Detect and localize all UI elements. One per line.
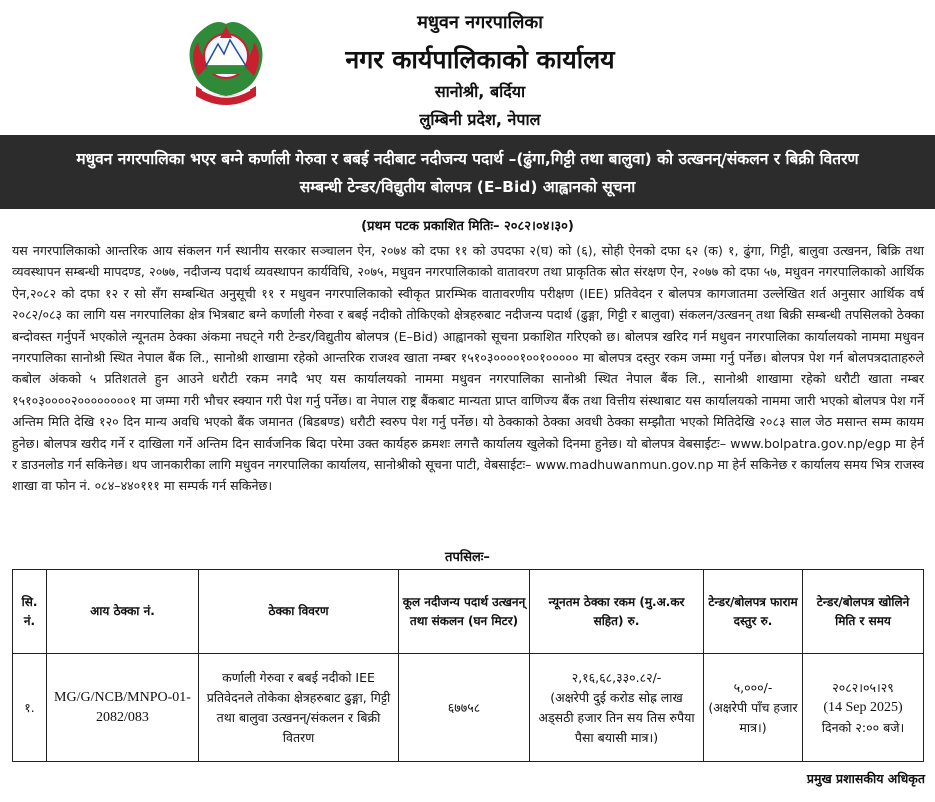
cell-sn: १.	[13, 654, 47, 762]
amount-words: (अक्षरेपी दुई करोड सोह्र लाख अड्सठी हजार तिन सय तिस रुपैया पैसा बयासी मात्र।)	[538, 689, 695, 745]
cell-opening	[803, 654, 924, 762]
notice-title-banner	[0, 135, 935, 209]
province-line: लुम्बिनी प्रदेश, नेपाल	[419, 110, 541, 129]
notice-title-line1: मधुवन नगरपालिका भएर बग्ने कर्णाली गेरुवा र बबई नदीबाट नदीजन्य पदार्थ –(ढुंगा,गिट्टी तथा बालुवा) को उत्खनन्/संकलन र बिक्री वितरण	[76, 150, 859, 168]
table-row	[13, 654, 924, 762]
office-name: नगर कार्यपालिकाको कार्यालय	[345, 45, 615, 74]
notice-title-line2: सम्बन्धी टेन्डर/विद्युतीय बोलपत्र (E–Bid) आह्वानको सूचना	[299, 178, 636, 196]
header-fee: टेन्डर/बोलपत्र फाराम दस्तुर रु.	[704, 570, 803, 654]
header-description: ठेक्का विवरण	[199, 570, 399, 654]
nepal-emblem-icon	[176, 16, 276, 112]
fee-figure: ५,०००/-	[733, 679, 773, 695]
cell-code: MG/G/NCB/MNPO-01-2082/083	[47, 654, 199, 762]
table-header-row	[13, 570, 924, 654]
opening-time: दिनको २:०० बजे।	[821, 719, 905, 735]
header-opening: टेन्डर/बोलपत्र खोलिने मिति र समय	[803, 570, 924, 654]
schedule-heading: तपसिलः–	[445, 550, 490, 565]
header-quantity: कूल नदीजन्य पदार्थ उत्खनन् तथा संकलन (घन मिटर)	[399, 570, 530, 654]
office-location: सानोश्री, बर्दिया	[434, 82, 526, 101]
header-sn: सि. नं.	[13, 570, 47, 654]
header-amount: न्यूनतम ठेक्का रकम (मु.अ.कर सहित) रु.	[530, 570, 704, 654]
letterhead	[0, 0, 935, 135]
fee-words: (अक्षरेपी पाँच हजार मात्र।)	[708, 699, 798, 735]
signatory-title: प्रमुख प्रशासकीय अधिकृत	[806, 771, 925, 786]
tender-table	[12, 569, 924, 762]
opening-date: २०८२।०५।२९	[832, 679, 894, 695]
notice-body: यस नगरपालिकाको आन्तरिक आय संकलन गर्न स्थानीय सरकार सञ्चालन ऐन, २०७४ को दफा ११ को उपदफा २(घ) को (६), सोही ऐनको दफा ६२ (क) १, ढुंगा, गिट्टी, बालुवा उत्खनन, बिक्रि तथा व्यवस्थापन सम्बन्धी मापदण्ड, २०७७, नदीजन्य पदार्थ व्यवस्थापन कार्यविधि, २०७५, मधुवन नगरपालिकाको वातावरण तथा प्राकृतिक स्रोत संरक्षण ऐन, २०७७ को दफा ५७, मधुवन नगरपालिकाको आर्थिक ऐन,२०८२ को दफा १२ र सो सँग सम्बन्धित अनुसूची ११ र मधुवन नगरपालिकाको स्वीकृत प्रारम्भिक वातावरणीय परीक्षण (IEE) प्रतिवेदन र बोलपत्र कागजातमा उल्लेखित शर्त अनुसार आर्थिक वर्ष २०८२/०८३ का लागि यस नगरपालिका क्षेत्र भित्रबाट बग्ने कर्णाली गेरुवा र बबई नदीको तोकिएको क्षेत्रहरुबाट नदीजन्य पदार्थ (ढुङ्गा, गिट्टी र बालुवा) संकलन/उत्खनन् तथा बिक्री सम्बन्धी तपसिलको ठेक्का बन्दोवस्त गर्नुपर्ने भएकोले न्यूनतम ठेक्का अंकमा नघट्ने गरी टेन्डर/विद्युतीय बोलपत्र (E–Bid) आह्वानको सूचना प्रकाशित गरिएको छ। बोलपत्र खरिद गर्न मधुवन नगरपालिका कार्यालयको नाममा मधुवन नगरपालिका सानोश्री स्थित नेपाल बैंक लि., सानोश्री शाखामा रहेको आन्तरिक राजश्व खाता नम्बर १५१०३००००१००१००००० मा बोलपत्र दस्तुर रकम जम्मा गर्नु पर्नेछ। बोलपत्र पेश गर्न बोलपत्रदाताहरुले कबोल अंकको ५ प्रतिशतले हुन आउने धरौटी रकम नगदै भए यस कार्यालयको नाममा मधुवन नगरपालिका सानोश्री स्थित नेपाल बैंक लि., सानोश्री शाखामा रहेको धरौटी खाता नम्बर १५१०३००००२००००००००१ मा जम्मा गरी भौचर स्क्यान गरी पेश गर्नु पर्नेछ। वा नेपाल राष्ट्र बैंकबाट मान्यता प्राप्त वाणिज्य बैंक तथा वित्तीय संस्थाबाट यस कार्यालयको नाममा जारी भएको बोलपत्र पेश गर्ने अन्तिम मिति देखि १२० दिन मान्य अवधि भएको बैंक जमानत (बिडबण्ड) धरौटी स्वरुप पेश गर्नु पर्नेछ। यो ठेक्काको ठेक्का अवधी ठेक्का सम्झौता भएको मितिदेखि २०८३ साल जेठ मसान्त सम्म कायम हुनेछ। बोलपत्र खरीद गर्ने र दाखिला गर्ने अन्तिम दिन सार्वजनिक बिदा परेमा उक्त कार्यहरु क्रमशः लगत्तै कार्यालय खुलेको दिनमा हुनेछ। यो बोलपत्र वेबसाईटः– www.bolpatra.gov.np/egp मा हेर्न र डाउनलोड गर्न सकिनेछ। थप जानकारीका लागि मधुवन नगरपालिका कार्यालय, सानोश्रीको सूचना पाटी, वेबसाईटः– www.madhuwanmun.gov.np मा हेर्न सकिनेछ र कार्यालय समय भित्र राजस्व शाखा वा फोन नं. ०८४–४४०१११ मा सम्पर्क गर्न सकिनेछ।	[12, 243, 924, 494]
amount-figure: २,१६,६८,३३०.८२/-	[571, 669, 662, 685]
municipality-name: मधुवन नगरपालिका	[417, 12, 543, 33]
cell-description: कर्णाली गेरुवा र बबई नदीको IEE प्रतिवेदनले तोकेका क्षेत्रहरुबाट ढुङ्गा, गिट्टी तथा बालुवा उत्खनन्/संकलन र बिक्री वितरण	[199, 654, 399, 762]
cell-fee	[704, 654, 803, 762]
cell-quantity: ६७७५८	[399, 654, 530, 762]
header-code: आय ठेक्का नं.	[47, 570, 199, 654]
cell-amount	[530, 654, 704, 762]
first-published-date: (प्रथम पटक प्रकाशित मितिः– २०८२।०४।३०)	[361, 219, 574, 234]
opening-date-en: (14 Sep 2025)	[823, 699, 903, 715]
